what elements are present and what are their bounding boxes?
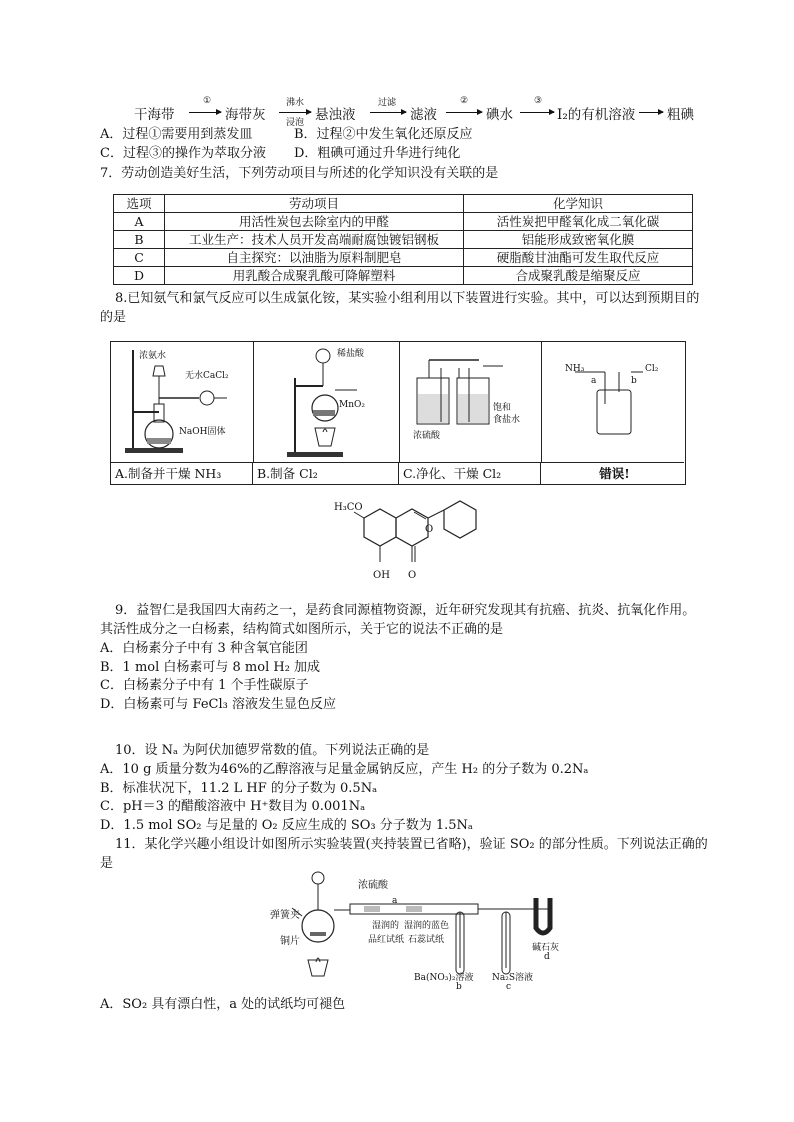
apparatus-a — [111, 342, 254, 462]
caption-a: A.制备并干燥 NH₃ — [111, 462, 253, 484]
table-header: 选项 — [114, 195, 165, 213]
caption-c: C.净化、干燥 Cl₂ — [399, 462, 541, 484]
label-c: c — [506, 982, 512, 992]
table-row — [114, 231, 693, 249]
label-spring-clip: 弹簧夹 — [270, 910, 300, 921]
label-conc-h2so4: 浓硫酸 — [413, 431, 441, 441]
q6-option-a: A．过程①需要用到蒸发皿 — [100, 127, 253, 142]
q10-option-a: A．10 g 质量分数为46%的乙醇溶液与足量金属钠反应，产生 H₂ 的分子数为 0.2Nₐ — [100, 762, 589, 777]
apparatus-d-drawing — [541, 342, 685, 462]
flow-arrow-label: 浸泡 — [285, 118, 304, 128]
flow-arrow-label: 沸水 — [285, 98, 304, 108]
table-cell: 工业生产：技术人员开发高端耐腐蚀镀铝钢板 — [165, 231, 464, 249]
q6-option-c: C．过程③的操作为萃取分液 — [100, 146, 266, 161]
flow-arrow — [520, 112, 554, 113]
q10-option-c: C．pH＝3 的醋酸溶液中 H⁺数目为 0.001Nₐ — [100, 799, 366, 814]
q8-apparatus-table — [110, 341, 686, 485]
table-cell: A — [114, 213, 165, 231]
flow-node: 碘水 — [486, 107, 513, 123]
table-cell: 用活性炭包去除室内的甲醛 — [165, 213, 464, 231]
q8-stem-line1: 8.已知氨气和氯气反应可以生成氯化铵，某实验小组利用以下装置进行实验。其中，可以达到预期目的 — [115, 291, 700, 306]
flow-node: 海带灰 — [225, 107, 266, 123]
label-dilute-hcl: 稀盐酸 — [337, 349, 365, 359]
flow-arrow-label: ③ — [533, 96, 543, 106]
table-header-row — [114, 195, 693, 213]
q9-option-b: B．1 mol 白杨素可与 8 mol H₂ 加成 — [100, 660, 321, 675]
label-naoh: NaOH固体 — [179, 427, 226, 437]
label-wet: 湿润的 — [372, 921, 400, 931]
table-cell: C — [114, 249, 165, 267]
q10-option-b: B．标准状况下，11.2 L HF 的分子数为 0.5Nₐ — [100, 781, 378, 796]
table-cell: 合成聚乳酸是缩聚反应 — [464, 267, 693, 285]
caption-d: 错误! — [541, 462, 684, 484]
table-cell: D — [114, 267, 165, 285]
apparatus-a-drawing — [111, 342, 253, 462]
label-a: a — [392, 896, 398, 906]
q6-option-d: D．粗碘可通过升华进行纯化 — [294, 146, 461, 161]
q8-stem-line2: 的是 — [100, 310, 127, 325]
apparatus-b-drawing — [253, 342, 399, 462]
apparatus-d — [541, 342, 685, 462]
flow-arrow — [446, 112, 482, 113]
flow-node: I₂的有机溶液 — [557, 107, 636, 123]
label-copper: 铜片 — [280, 936, 300, 947]
table-cell: 用乳酸合成聚乳酸可降解塑料 — [165, 267, 464, 285]
label-ba-nitrate: Ba(NO₃)₂溶液 — [414, 973, 474, 983]
label-na2s: Na₂S溶液 — [492, 973, 534, 983]
label-cl2: Cl₂ — [645, 364, 659, 374]
table-cell: 铝能形成致密氧化膜 — [464, 231, 693, 249]
q11-stem-line2: 是 — [100, 856, 114, 871]
q7-stem: 7．劳动创造美好生活，下列劳动项目与所述的化学知识没有关联的是 — [100, 166, 499, 181]
table-row — [114, 249, 693, 267]
q9-option-c: C．白杨素分子中有 1 个手性碳原子 — [100, 678, 309, 693]
q7-table — [113, 194, 693, 285]
label-cacl2: 无水CaCl₂ — [185, 371, 229, 381]
q10-stem: 10．设 Nₐ 为阿伏加德罗常数的值。下列说法正确的是 — [115, 743, 430, 758]
caption-b: B.制备 Cl₂ — [253, 462, 399, 484]
q9-option-a: A．白杨素分子中有 3 种含氧官能团 — [100, 641, 308, 656]
table-row — [114, 267, 693, 285]
label-oh: OH — [373, 570, 390, 581]
q11-stem-line1: 11．某化学兴趣小组设计如图所示实验装置(夹持装置已省略)，验证 SO₂ 的部分性质。下列说法正确的 — [115, 837, 708, 852]
flow-arrow — [189, 112, 221, 113]
table-row — [114, 213, 693, 231]
flow-arrow-label: 过滤 — [377, 98, 396, 108]
table-header: 劳动项目 — [165, 195, 464, 213]
label-d: d — [544, 952, 550, 962]
flow-node: 滤液 — [410, 107, 437, 123]
q9-stem-line2: 其活性成分之一白杨素，结构简式如图所示，关于它的说法不正确的是 — [100, 622, 504, 637]
label-litmus-paper: 石蕊试纸 — [408, 935, 445, 945]
apparatus-c — [399, 342, 542, 462]
label-brine: 食盐水 — [493, 415, 521, 425]
flow-arrow — [370, 112, 406, 113]
label-magenta-paper: 品红试纸 — [368, 935, 405, 945]
label-wet-blue: 湿润的蓝色 — [404, 921, 450, 931]
flow-node: 粗碘 — [667, 107, 694, 123]
label-b: b — [631, 376, 637, 386]
q10-option-d: D．1.5 mol SO₂ 与足量的 O₂ 反应生成的 SO₃ 分子数为 1.5Nₐ — [100, 818, 473, 833]
table-cell: 硬脂酸甘油酯可发生取代反应 — [464, 249, 693, 267]
flow-arrow-label: ① — [202, 96, 212, 106]
label-soda-lime: 碱石灰 — [532, 943, 560, 953]
flow-node: 干海带 — [134, 107, 175, 123]
label-b: b — [456, 982, 462, 992]
q6-option-b: B．过程②中发生氧化还原反应 — [294, 127, 473, 142]
apparatus-b — [253, 342, 400, 462]
flow-arrow — [639, 112, 663, 113]
table-cell: B — [114, 231, 165, 249]
q9-option-d: D．白杨素可与 FeCl₃ 溶液发生显色反应 — [100, 697, 337, 712]
label-nh3: NH₃ — [565, 364, 585, 374]
flow-arrow-label: ② — [459, 96, 469, 106]
apparatus-c-drawing — [399, 342, 541, 462]
q9-stem-line1: 9．益智仁是我国四大南药之一，是药食同源植物资源，近年研究发现其有抗癌、抗炎、抗氧化作用。 — [115, 603, 696, 618]
flow-arrow — [279, 112, 311, 113]
table-cell: 自主探究：以油脂为原料制肥皂 — [165, 249, 464, 267]
label-h3co: H₃CO — [334, 502, 363, 513]
label-saturated: 饱和 — [493, 403, 512, 413]
label-conc-h2so4: 浓硫酸 — [358, 880, 388, 891]
q11-option-a: A．SO₂ 具有漂白性，a 处的试纸均可褪色 — [100, 997, 346, 1012]
flow-node: 悬浊液 — [315, 107, 356, 123]
table-header: 化学知识 — [464, 195, 693, 213]
label-mno2: MnO₂ — [339, 400, 365, 410]
label-ring-o: O — [425, 524, 434, 535]
label-carbonyl-o: O — [408, 570, 417, 581]
table-cell: 活性炭把甲醛氧化成二氧化碳 — [464, 213, 693, 231]
label-a: a — [591, 376, 597, 386]
label-conc-ammonia: 浓氨水 — [139, 351, 167, 361]
